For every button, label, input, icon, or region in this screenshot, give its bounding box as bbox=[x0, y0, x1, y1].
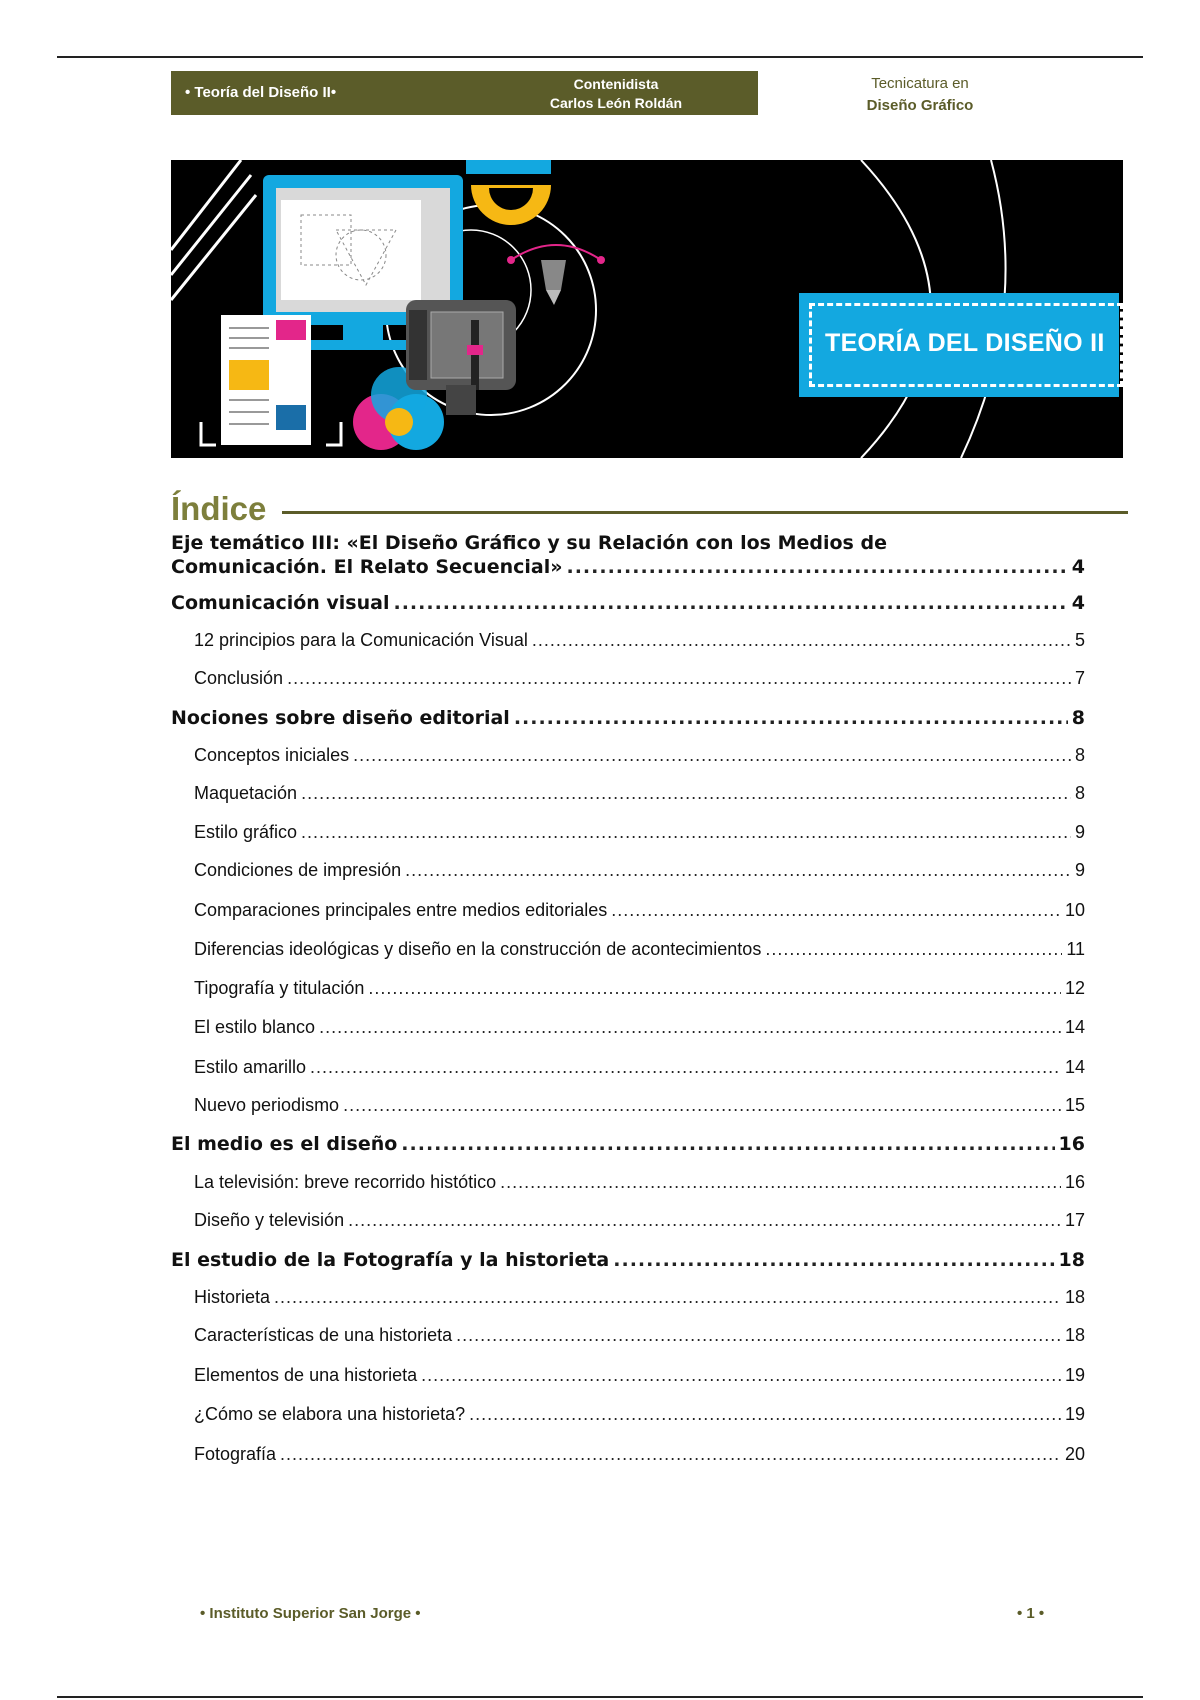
toc-dot-leader bbox=[343, 1095, 1061, 1116]
toc-page-number: 10 bbox=[1064, 900, 1085, 920]
footer-institute: • Instituto Superior San Jorge • bbox=[200, 1605, 421, 1622]
toc-entry-label: La televisión: breve recorrido histótico bbox=[194, 1172, 497, 1192]
program-line-1: Tecnicatura en bbox=[871, 75, 969, 92]
toc-page-number: 11 bbox=[1066, 939, 1085, 959]
toc-page-number: 14 bbox=[1064, 1057, 1085, 1077]
toc-page-number: 18 bbox=[1058, 1249, 1085, 1271]
toc-dot-leader bbox=[310, 1057, 1061, 1078]
toc-entry[interactable] bbox=[171, 1017, 1085, 1038]
cover-banner bbox=[171, 160, 1123, 458]
author-block bbox=[501, 75, 731, 113]
toc-entry-label: Características de una historieta bbox=[194, 1325, 453, 1345]
toc-entry[interactable] bbox=[171, 1172, 1085, 1193]
toc-page-number: 14 bbox=[1064, 1017, 1085, 1037]
toc-entry-label: Historieta bbox=[194, 1287, 271, 1307]
toc-entry[interactable] bbox=[171, 1365, 1085, 1386]
toc-page-number: 15 bbox=[1064, 1095, 1085, 1115]
toc-entry-label: Nuevo periodismo bbox=[194, 1095, 340, 1115]
toc-page-number: 18 bbox=[1064, 1287, 1085, 1307]
toc-page-number: 16 bbox=[1058, 1133, 1085, 1155]
toc-dot-leader bbox=[393, 592, 1067, 614]
index-title: Índice bbox=[171, 490, 267, 527]
toc-entry[interactable] bbox=[171, 1444, 1085, 1465]
header-band bbox=[171, 71, 758, 115]
toc-entry-label: Comunicación visual bbox=[171, 592, 390, 614]
footer-page-number: • 1 • bbox=[1017, 1605, 1045, 1622]
toc-entry-label: Fotografía bbox=[194, 1444, 277, 1464]
toc-entry[interactable] bbox=[171, 707, 1085, 729]
toc-entry[interactable] bbox=[171, 822, 1085, 843]
toc-entry-label: Maquetación bbox=[194, 783, 298, 803]
toc-page-number: 18 bbox=[1064, 1325, 1085, 1345]
toc-entry[interactable] bbox=[171, 630, 1085, 651]
top-rule bbox=[57, 56, 1143, 58]
toc-entry[interactable] bbox=[171, 1133, 1085, 1155]
toc-page-number: 7 bbox=[1074, 668, 1085, 688]
toc-dot-leader bbox=[368, 978, 1061, 999]
toc-theme-line-1[interactable]: Eje temático III: «El Diseño Gráfico y su Relación con los Medios de bbox=[171, 532, 887, 554]
toc-entry[interactable] bbox=[171, 1095, 1085, 1116]
toc-entry[interactable] bbox=[171, 783, 1085, 804]
toc-entry-label: ¿Cómo se elabora una historieta? bbox=[194, 1404, 466, 1424]
toc-entry-label: Tipografía y titulación bbox=[194, 978, 365, 998]
toc-page-number: 4 bbox=[1071, 556, 1085, 578]
toc-entry-label: El estilo blanco bbox=[194, 1017, 316, 1037]
toc-dot-leader bbox=[405, 860, 1071, 881]
bottom-rule bbox=[57, 1696, 1143, 1698]
toc-entry-label: Condiciones de impresión bbox=[194, 860, 402, 880]
toc-entry[interactable] bbox=[171, 668, 1085, 689]
toc-page-number: 20 bbox=[1064, 1444, 1085, 1464]
toc-entry[interactable] bbox=[171, 1287, 1085, 1308]
toc-entry-label: 12 principios para la Comunicación Visual bbox=[194, 630, 528, 650]
toc-entry-label: Estilo gráfico bbox=[194, 822, 298, 842]
index-title-rule bbox=[282, 511, 1128, 514]
toc-entry-label: Comparaciones principales entre medios editoriales bbox=[194, 900, 608, 920]
toc-entry[interactable] bbox=[171, 939, 1085, 960]
toc-page-number: 4 bbox=[1071, 592, 1085, 614]
toc-page-number: 5 bbox=[1074, 630, 1085, 650]
toc-dot-leader bbox=[348, 1210, 1061, 1231]
toc-entry-label: El estudio de la Fotografía y la historieta bbox=[171, 1249, 610, 1271]
toc-entry-label: Diseño y televisión bbox=[194, 1210, 345, 1230]
program-name bbox=[850, 73, 990, 117]
toc-entry-label: Conclusión bbox=[194, 668, 284, 688]
toc-theme-line-2: Comunicación. El Relato Secuencial» bbox=[171, 556, 563, 578]
toc-dot-leader bbox=[421, 1365, 1061, 1386]
toc-dot-leader bbox=[280, 1444, 1061, 1465]
toc-dot-leader bbox=[319, 1017, 1061, 1038]
toc-dot-leader bbox=[401, 1133, 1054, 1155]
toc-entry-label: Diferencias ideológicas y diseño en la construcción de acontecimientos bbox=[194, 939, 762, 959]
toc-entry[interactable] bbox=[171, 1249, 1085, 1271]
program-line-2: Diseño Gráfico bbox=[866, 97, 974, 114]
toc-dot-leader bbox=[613, 1249, 1054, 1271]
toc-entry[interactable] bbox=[171, 860, 1085, 881]
toc-page-number: 17 bbox=[1064, 1210, 1085, 1230]
toc-dot-leader bbox=[611, 900, 1061, 921]
toc-entry-label: Nociones sobre diseño editorial bbox=[171, 707, 510, 729]
toc-entry-label: El medio es el diseño bbox=[171, 1133, 398, 1155]
toc-page-number: 8 bbox=[1074, 745, 1085, 765]
toc-page-number: 8 bbox=[1071, 707, 1085, 729]
toc-page-number: 9 bbox=[1074, 822, 1085, 842]
toc-page-number: 9 bbox=[1074, 860, 1085, 880]
toc-entry-label: Conceptos iniciales bbox=[194, 745, 350, 765]
course-name: • Teoría del Diseño II• bbox=[185, 84, 337, 101]
toc-page-number: 8 bbox=[1074, 783, 1085, 803]
author-name: Carlos León Roldán bbox=[549, 95, 683, 111]
author-label: Contenidista bbox=[573, 76, 659, 92]
toc-entry[interactable] bbox=[171, 1404, 1085, 1425]
toc-entry[interactable] bbox=[171, 745, 1085, 766]
toc-entry[interactable] bbox=[171, 978, 1085, 999]
banner-title: TEORÍA DEL DISEÑO II bbox=[825, 329, 1105, 357]
toc-dot-leader bbox=[514, 707, 1068, 729]
toc-dot-leader bbox=[287, 668, 1071, 689]
toc-dot-leader bbox=[532, 630, 1071, 651]
toc-entry[interactable] bbox=[171, 900, 1085, 921]
toc-entry[interactable] bbox=[171, 1210, 1085, 1231]
toc-dot-leader bbox=[274, 1287, 1061, 1308]
toc-page-number: 19 bbox=[1064, 1365, 1085, 1385]
toc-dot-leader bbox=[765, 939, 1062, 960]
toc-dot-leader bbox=[353, 745, 1071, 766]
toc-dot-leader bbox=[500, 1172, 1061, 1193]
toc-dot-leader bbox=[469, 1404, 1061, 1425]
toc-page-number: 19 bbox=[1064, 1404, 1085, 1424]
toc-entry[interactable] bbox=[171, 592, 1085, 614]
toc-dot-leader bbox=[456, 1325, 1061, 1346]
toc-page-number: 16 bbox=[1064, 1172, 1085, 1192]
toc-dot-leader bbox=[567, 556, 1068, 578]
toc-entry[interactable] bbox=[171, 1325, 1085, 1346]
toc-entry-label: Estilo amarillo bbox=[194, 1057, 307, 1077]
toc-entry-label: Elementos de una historieta bbox=[194, 1365, 418, 1385]
toc-entry[interactable] bbox=[171, 1057, 1085, 1078]
toc-dot-leader bbox=[301, 783, 1071, 804]
toc-theme-entry[interactable] bbox=[171, 556, 1085, 578]
banner-title-box bbox=[799, 293, 1119, 397]
toc-page-number: 12 bbox=[1064, 978, 1085, 998]
toc-dot-leader bbox=[301, 822, 1071, 843]
